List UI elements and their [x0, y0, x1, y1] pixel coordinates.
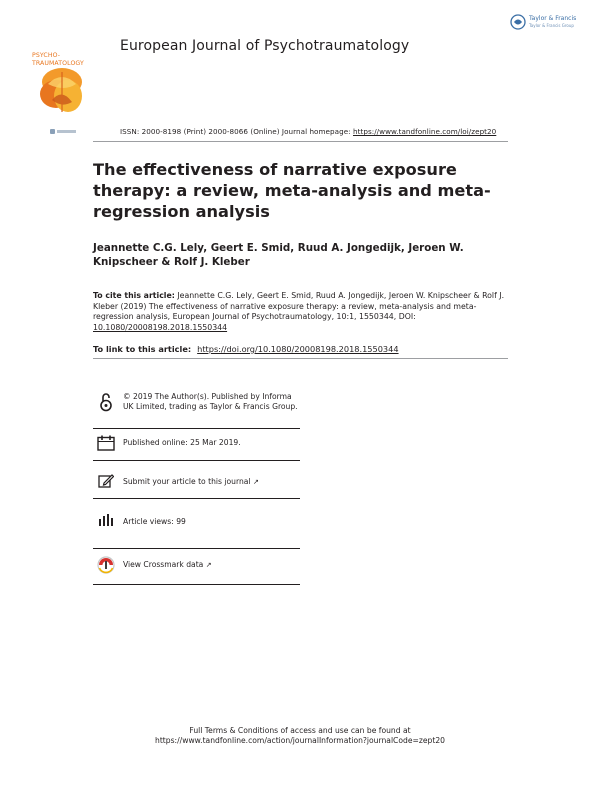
article-divider — [93, 358, 508, 359]
journal-title: European Journal of Psychotraumatology — [120, 38, 410, 54]
crossmark-link[interactable]: View Crossmark data ↗ — [123, 560, 212, 569]
publisher-logo-group: Taylor & Francis Group — [529, 23, 574, 28]
crossmark-row[interactable] — [93, 556, 300, 574]
edit-icon — [93, 474, 119, 488]
license-row — [93, 392, 300, 412]
info-divider-1 — [93, 428, 300, 429]
terms-link[interactable]: https://www.tandfonline.com/action/journalInformation?journalCode=zept20 — [155, 736, 445, 745]
terms-footer — [0, 726, 600, 746]
cover-publisher-logo — [50, 120, 76, 139]
journal-homepage-link[interactable]: https://www.tandfonline.com/loi/zept20 — [352, 127, 497, 136]
info-divider-5 — [93, 584, 300, 585]
article-views-text: Article views: 99 — [123, 517, 186, 526]
external-link-icon: ↗ — [205, 561, 212, 569]
cover-brain-graphic — [34, 62, 90, 126]
cover-title-line-1: PSYCHO- — [32, 52, 61, 59]
publisher-logo[interactable] — [510, 14, 576, 30]
taylor-francis-icon — [510, 14, 526, 30]
citation-text: Jeannette C.G. Lely, Geert E. Smid, Ruud A. Jongedijk, Jeroen W. Knipscheer & Rolf J. Kleber (2019) The effectiveness of narrative exposure therapy: a review, meta-analysis and meta-regression analysis, European Journal of Psychotraumatology, 10:1, 1550344, DOI: — [93, 291, 505, 322]
license-text: © 2019 The Author(s). Published by Informa UK Limited, trading as Taylor & Francis Group. — [123, 392, 298, 411]
citation-doi-link[interactable]: 10.1080/20008198.2018.1550344 — [93, 322, 228, 332]
published-row — [93, 435, 300, 451]
citation-block — [93, 291, 513, 333]
publisher-logo-name: Taylor & Francis — [529, 15, 577, 22]
info-divider-3 — [93, 498, 300, 499]
submit-article-link[interactable]: Submit your article to this journal ↗ — [123, 477, 259, 486]
info-divider-2 — [93, 460, 300, 461]
crossmark-icon — [93, 556, 119, 574]
cover-title-line-2: TRAUMATOLOGY — [32, 60, 84, 67]
info-divider-4 — [93, 548, 300, 549]
open-access-icon — [93, 392, 119, 412]
views-row — [93, 514, 300, 527]
article-doi-link[interactable]: https://doi.org/10.1080/20008198.2018.1550344 — [197, 344, 399, 354]
article-link-label: To link to this article: — [93, 344, 192, 354]
published-date-text: Published online: 25 Mar 2019. — [123, 438, 241, 447]
issn-line — [120, 127, 496, 136]
article-authors: Jeannette C.G. Lely, Geert E. Smid, Ruud A. Jongedijk, Jeroen W. Knipscheer & Rolf J. Kleber — [93, 242, 464, 268]
article-title: The effectiveness of narrative exposure therapy: a review, meta-analysis and meta-regression analysis — [93, 160, 491, 221]
bar-chart-icon — [93, 514, 119, 527]
article-link-line — [93, 344, 399, 354]
journal-cover-image — [24, 14, 100, 134]
calendar-icon — [93, 435, 119, 451]
header-divider — [93, 141, 508, 142]
terms-text: Full Terms & Conditions of access and use can be found at — [189, 726, 411, 735]
citation-label: To cite this article: — [93, 291, 175, 300]
submit-row[interactable] — [93, 474, 300, 488]
issn-text: ISSN: 2000-8198 (Print) 2000-8066 (Online) Journal homepage: — [120, 127, 353, 136]
external-link-icon: ↗ — [252, 478, 259, 486]
